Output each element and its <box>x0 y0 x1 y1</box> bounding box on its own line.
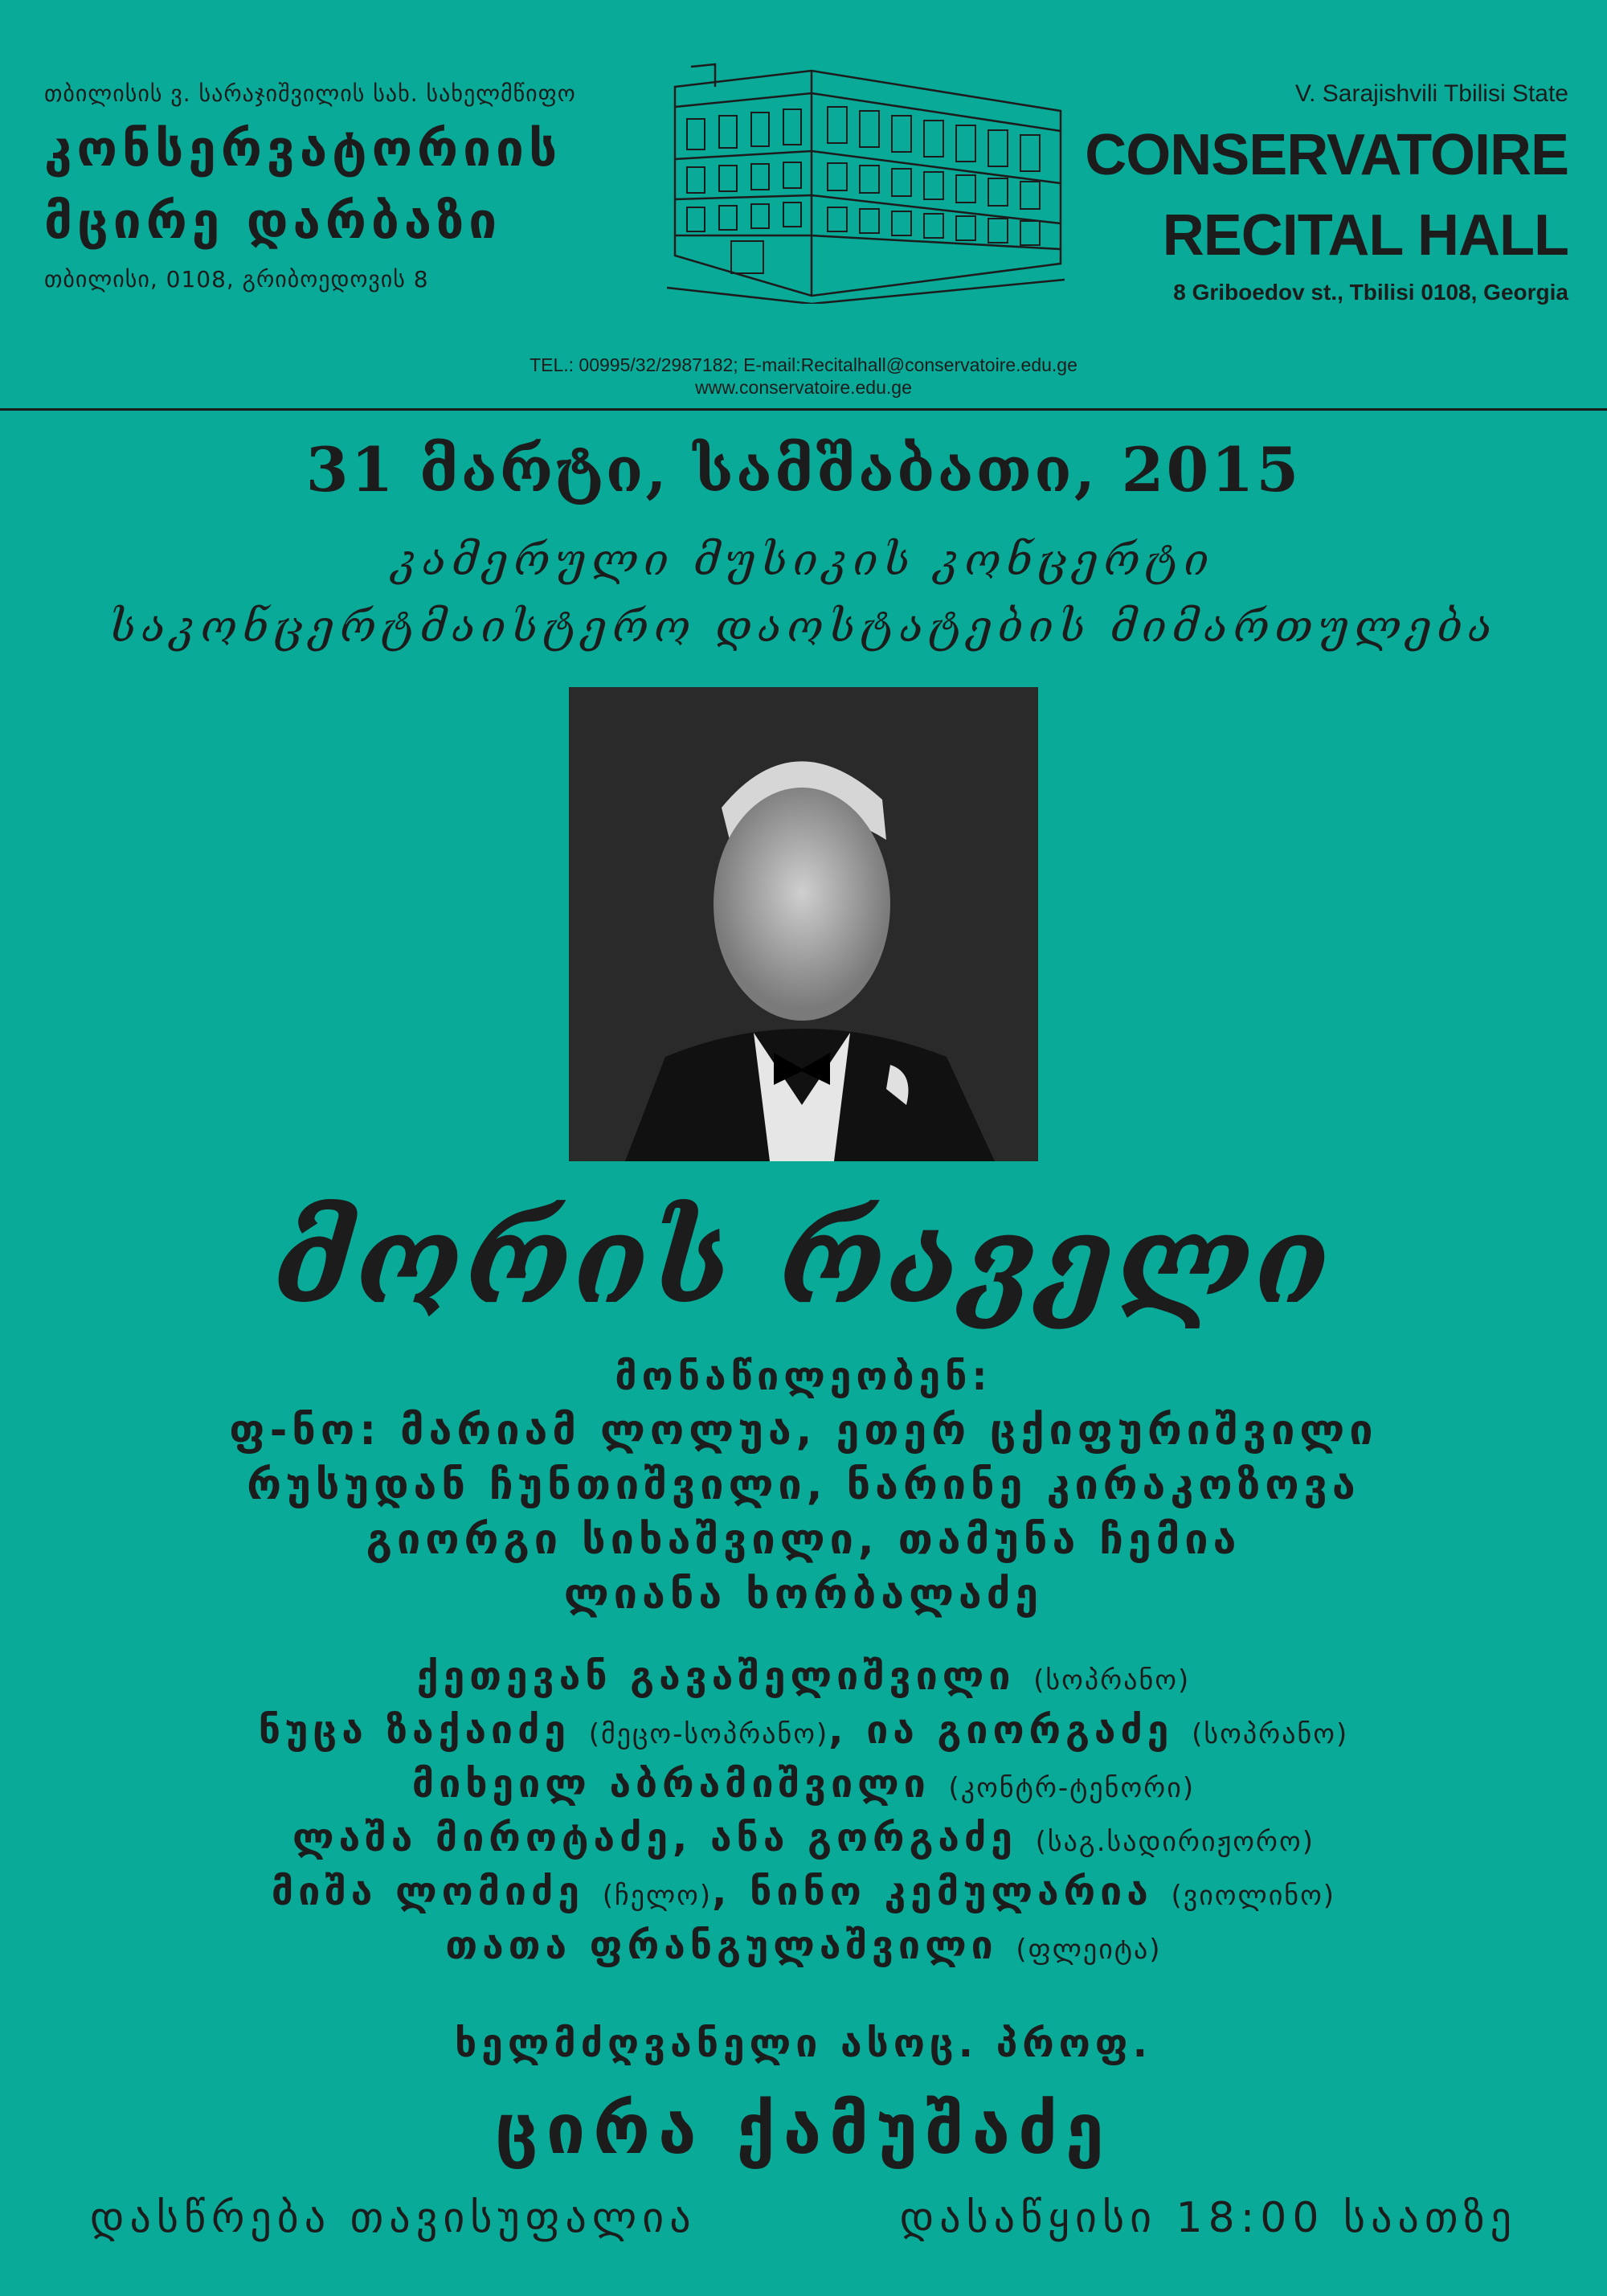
performer-name: , ია გიორგაძე <box>828 1708 1174 1753</box>
event-date: 31 მარტი, სამშაბათი, 2015 <box>305 434 1302 505</box>
performer-line-6 <box>0 1923 1607 1968</box>
event-title-line-1: კამერული მუსიკის კონცერტი <box>392 534 1215 585</box>
performer-name: ნუცა ზაქაიძე <box>258 1708 570 1753</box>
performer-name: , ნინო კემულარია <box>712 1869 1153 1914</box>
performer-role: (მეცო-სოპრანო) <box>588 1718 829 1750</box>
performer-line-1 <box>0 1654 1607 1699</box>
composer-portrait <box>569 687 1038 1161</box>
address-english: 8 Griboedov st., Tbilisi 0108, Georgia <box>1173 280 1568 305</box>
event-title-line-2: საკონცერტმაისტერო დაოსტატების მიმართულება <box>109 601 1498 652</box>
website-link: www.conservatoire.edu.ge <box>695 377 912 398</box>
header-divider <box>0 408 1607 411</box>
director-label: ხელმძღვანელი ასოც. პროფ. <box>454 2021 1153 2066</box>
pianists-line-4: ლიანა ხორბალაძე <box>563 1570 1044 1619</box>
hall-title-english-1: CONSERVATOIRE <box>1085 123 1568 187</box>
hall-title-english-2: RECITAL HALL <box>1162 203 1568 268</box>
performer-line-5 <box>0 1869 1607 1914</box>
performer-name: მიხეილ აბრამიშვილი <box>411 1762 930 1807</box>
performer-name: ქეთევან გავაშელიშვილი <box>416 1654 1016 1699</box>
conservatoire-name-english: V. Sarajishvili Tbilisi State <box>1294 80 1568 107</box>
composer-name: მორის რაველი <box>274 1189 1333 1331</box>
conservatoire-name-georgian: თბილისის ვ. სარაჯიშვილის სახ. სახელმწიფო <box>44 80 576 107</box>
performer-role: (საგ.სადირიჟორო) <box>1035 1826 1315 1858</box>
address-georgian: თბილისი, 0108, გრიბოედოვის 8 <box>44 266 429 293</box>
admission-free: დასწრება თავისუფალია <box>90 2194 697 2242</box>
performer-role: (კონტრ-ტენორი) <box>948 1772 1196 1804</box>
performer-name: თათა ფრანგულაშვილი <box>445 1923 998 1968</box>
building-illustration <box>667 63 1065 304</box>
performer-role: (სოპრანო) <box>1192 1718 1349 1750</box>
performer-role: (ჩელო) <box>602 1880 713 1912</box>
performer-line-2 <box>0 1708 1607 1753</box>
performer-line-3 <box>0 1762 1607 1807</box>
contact-line: TEL.: 00995/32/2987182; E-mail:Recitalhall@conservatoire.edu.ge <box>530 354 1077 375</box>
pianists-line-1: ფ-ნო: მარიამ ლოლუა, ეთერ ცქიფურიშვილი <box>229 1406 1378 1455</box>
header-right <box>1006 80 1568 305</box>
start-time: დასაწყისი 18:00 საათზე <box>899 2194 1517 2242</box>
performer-name: მიშა ლომიძე <box>271 1869 584 1914</box>
director-name: ცირა ქამუშაძე <box>495 2089 1112 2170</box>
hall-title-georgian-1: კონსერვატორიის <box>44 119 562 178</box>
performer-name: ლაშა მიროტაძე, ანა გორგაძე <box>292 1815 1017 1860</box>
participants-heading: მონაწილეობენ: <box>615 1354 992 1399</box>
performer-role: (ვიოლინო) <box>1171 1880 1336 1912</box>
contact-info <box>0 354 1607 399</box>
performer-role: (სოპრანო) <box>1033 1664 1191 1696</box>
pianists-line-2: რუსუდან ჩუნთიშვილი, ნარინე კირაკოზოვა <box>247 1461 1360 1509</box>
performer-role: (ფლეიტა) <box>1016 1934 1162 1966</box>
hall-title-georgian-2: მცირე დარბაზი <box>44 191 502 250</box>
header-left <box>44 80 591 293</box>
performer-line-4 <box>0 1815 1607 1860</box>
pianists-line-3: გიორგი სიხაშვილი, თამუნა ჩემია <box>366 1516 1241 1564</box>
